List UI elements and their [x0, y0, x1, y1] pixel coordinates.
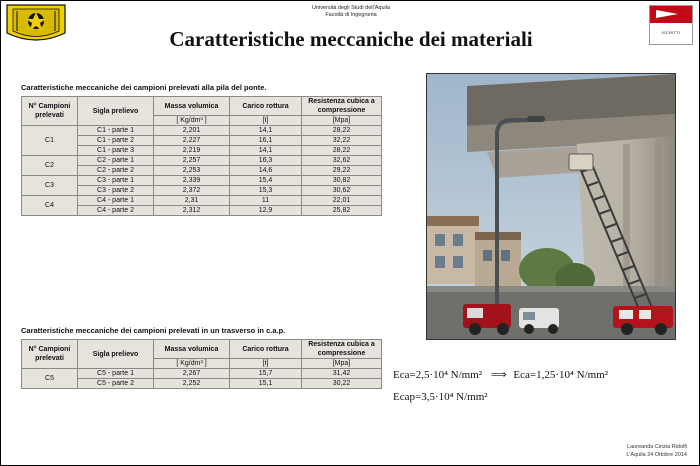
- cell-resistenza: 32,22: [302, 136, 382, 146]
- cell-carico: 16,1: [230, 136, 302, 146]
- cell-sigla: C2 - parte 1: [78, 156, 154, 166]
- secondary-logo-banner: [650, 6, 692, 23]
- cell-resistenza: 32,62: [302, 156, 382, 166]
- cell-resistenza: 30,22: [302, 379, 382, 389]
- unit-massa: [ Kg/dm³ ]: [154, 359, 230, 369]
- cell-carico: 15,1: [230, 379, 302, 389]
- formula-eca-left: Eca=2,5·10⁴ N/mm²: [393, 369, 483, 381]
- unit-resistenza: [Mpa]: [302, 116, 382, 126]
- cell-massa: 2,267: [154, 369, 230, 379]
- group-label: C5: [22, 369, 78, 389]
- col-header-carico: Carico rottura: [230, 340, 302, 359]
- cell-carico: 15,4: [230, 176, 302, 186]
- faculty-name: Facoltà di Ingegneria: [325, 12, 377, 18]
- cell-carico: 14,6: [230, 166, 302, 176]
- cell-sigla: C3 - parte 1: [78, 176, 154, 186]
- cell-sigla: C1 - parte 3: [78, 146, 154, 156]
- cell-carico: 14,1: [230, 146, 302, 156]
- table-header-row: [22, 340, 382, 359]
- unit-resistenza: [Mpa]: [302, 359, 382, 369]
- table-row: [22, 196, 382, 206]
- group-label: C1: [22, 126, 78, 156]
- cell-massa: 2,253: [154, 166, 230, 176]
- table-row: [22, 176, 382, 186]
- table1-caption: Caratteristiche meccaniche dei campioni prelevati alla pila del ponte.: [21, 83, 267, 92]
- col-header-carico: Carico rottura: [230, 97, 302, 116]
- cell-sigla: C3 - parte 2: [78, 186, 154, 196]
- cell-resistenza: 31,42: [302, 369, 382, 379]
- formula-ecap: Ecap=3,5·10⁴ N/mm²: [393, 391, 488, 403]
- col-header-sigla: Sigla prelievo: [78, 340, 154, 369]
- cell-sigla: C1 - parte 2: [78, 136, 154, 146]
- bridge-inspection-photo: [426, 73, 676, 340]
- col-header-samples: N° Campioni prelevati: [22, 340, 78, 369]
- cell-resistenza: 30,82: [302, 176, 382, 186]
- cell-massa: 2,219: [154, 146, 230, 156]
- cell-sigla: C4 - parte 2: [78, 206, 154, 216]
- col-header-resistenza: Resistenza cubica a compressione: [302, 340, 382, 359]
- cell-carico: 15,7: [230, 369, 302, 379]
- cell-carico: 15,3: [230, 186, 302, 196]
- secondary-logo-text: ISCRITTI: [661, 30, 681, 35]
- cell-sigla: C4 - parte 1: [78, 196, 154, 206]
- cell-sigla: C1 - parte 1: [78, 126, 154, 136]
- cell-massa: 2,252: [154, 379, 230, 389]
- group-label: C4: [22, 196, 78, 216]
- table-row: [22, 126, 382, 136]
- cell-resistenza: 22,01: [302, 196, 382, 206]
- cell-massa: 2,201: [154, 126, 230, 136]
- col-header-resistenza: Resistenza cubica a compressione: [302, 97, 382, 116]
- materials-table-pier: [21, 96, 382, 216]
- col-header-massa: Massa volumica: [154, 97, 230, 116]
- implies-arrow-icon: ⟹: [490, 369, 505, 381]
- col-header-massa: Massa volumica: [154, 340, 230, 359]
- cell-massa: 2,31: [154, 196, 230, 206]
- footer-author: Laureanda Cinzia Ridolfi: [627, 444, 687, 450]
- cell-carico: 12,9: [230, 206, 302, 216]
- cell-massa: 2,227: [154, 136, 230, 146]
- footer: [626, 443, 687, 459]
- cell-resistenza: 30,62: [302, 186, 382, 196]
- cell-resistenza: 29,22: [302, 166, 382, 176]
- unit-carico: [t]: [230, 359, 302, 369]
- table-header-row: [22, 97, 382, 116]
- cell-sigla: C5 - parte 1: [78, 369, 154, 379]
- cell-massa: 2,312: [154, 206, 230, 216]
- cell-resistenza: 28,22: [302, 126, 382, 136]
- col-header-samples: N° Campioni prelevati: [22, 97, 78, 126]
- footer-date: L'Aquila 24 Ottobre 2014: [626, 452, 687, 458]
- cell-massa: 2,372: [154, 186, 230, 196]
- group-label: C2: [22, 156, 78, 176]
- university-name: Università degli Studi dell'Aquila: [311, 5, 391, 11]
- cell-resistenza: 25,82: [302, 206, 382, 216]
- table-row: [22, 156, 382, 166]
- col-header-sigla: Sigla prelievo: [78, 97, 154, 126]
- formula-eca-right: Eca=1,25·10⁴ N/mm²: [513, 369, 608, 381]
- unit-carico: [t]: [230, 116, 302, 126]
- university-header: [1, 5, 700, 19]
- cell-carico: 11: [230, 196, 302, 206]
- page-title: Caratteristiche meccaniche dei materiali: [169, 27, 533, 51]
- cell-resistenza: 28,22: [302, 146, 382, 156]
- formula-eca: [393, 368, 608, 381]
- cell-massa: 2,339: [154, 176, 230, 186]
- unit-massa: [ Kg/dm³ ]: [154, 116, 230, 126]
- cell-carico: 16,3: [230, 156, 302, 166]
- materials-table-transverse: [21, 339, 382, 389]
- cell-massa: 2,257: [154, 156, 230, 166]
- group-label: C3: [22, 176, 78, 196]
- cell-carico: 14,1: [230, 126, 302, 136]
- table2-caption: Caratteristiche meccaniche dei campioni prelevati in un trasverso in c.a.p.: [21, 326, 286, 335]
- cell-sigla: C2 - parte 2: [78, 166, 154, 176]
- table-row: [22, 369, 382, 379]
- cell-sigla: C5 - parte 2: [78, 379, 154, 389]
